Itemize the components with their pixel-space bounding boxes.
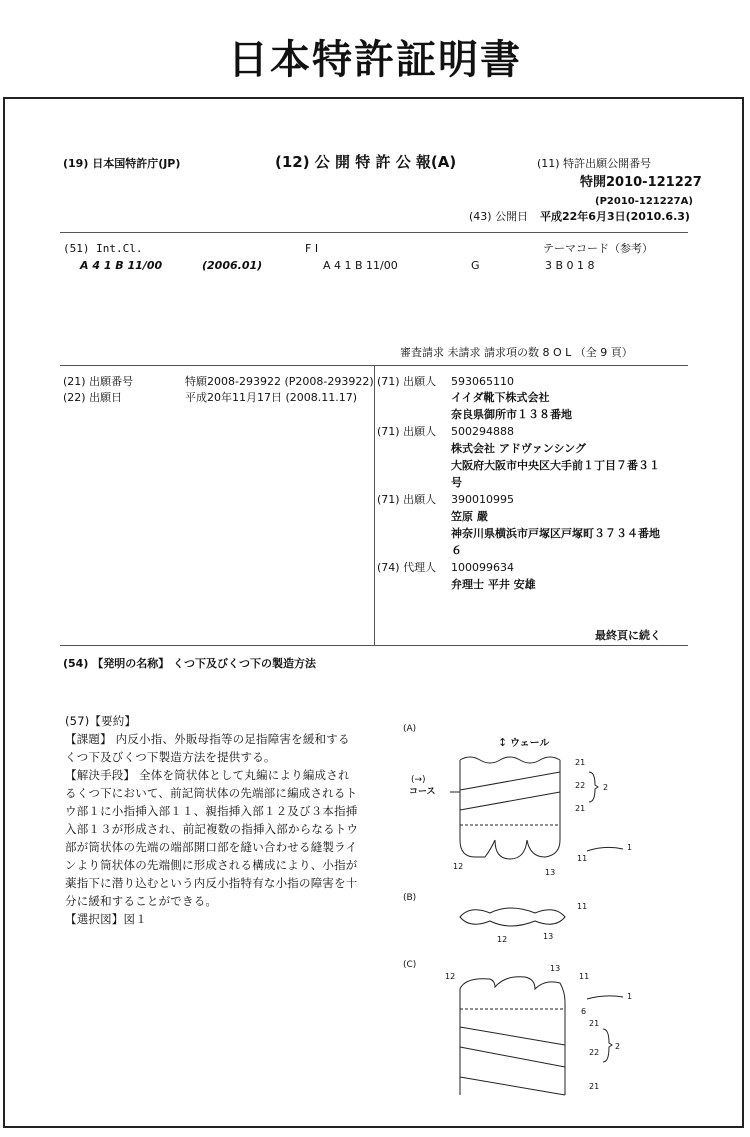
publication-number: 特開2010-121227 <box>580 175 702 190</box>
abstract-line: 薬指下に潜り込むという内反小指特有な小指の障害を十 <box>65 876 358 890</box>
divider <box>60 645 688 646</box>
svg-text:12: 12 <box>445 972 456 981</box>
svg-text:↕: ↕ <box>498 736 508 749</box>
agent-id: 100099634 <box>451 561 514 574</box>
sock-figure <box>395 717 695 1097</box>
party-name: 笠原 嚴 <box>451 510 488 523</box>
svg-text:13: 13 <box>543 932 554 941</box>
svg-text:13: 13 <box>545 868 556 877</box>
figure-b-label: (B) <box>403 893 417 903</box>
pubno-label: (11) 特許出願公開番号 <box>537 157 652 170</box>
svg-text:2: 2 <box>615 1042 621 1051</box>
figure-a-label: (A) <box>403 724 417 734</box>
party-address-cont: 号 <box>451 476 462 489</box>
abstract-line: くつ下及びくつ下製造方法を提供する。 <box>65 750 276 764</box>
invention-title: (54) 【発明の名称】 くつ下及びくつ下の製造方法 <box>63 657 317 670</box>
column-divider <box>374 365 375 645</box>
figure-c-label: (C) <box>403 960 417 970</box>
svg-text:1: 1 <box>627 992 633 1001</box>
publication-kind: (12) 公 開 特 許 公 報(A) <box>275 153 457 171</box>
svg-text:12: 12 <box>497 935 508 944</box>
party-label: (71) 出願人 <box>377 493 437 506</box>
abstract-line: 部が筒状体の先端の端部開口部を縫い合わせる縫製ライ <box>65 840 358 854</box>
abstract-line: 【選択図】図１ <box>65 912 147 926</box>
svg-text:21: 21 <box>589 1082 600 1091</box>
application-number: 特願2008-293922 (P2008-293922) <box>185 375 374 388</box>
party-id: 390010995 <box>451 493 514 506</box>
fi-code: A 4 1 B 11/00 <box>323 259 398 272</box>
svg-text:21: 21 <box>575 758 586 767</box>
publication-number-alt: (P2010-121227A) <box>595 196 693 207</box>
publication-date: 平成22年6月3日(2010.6.3) <box>540 210 690 223</box>
issuing-office: (19) 日本国特許庁(JP) <box>63 157 181 170</box>
patent-document <box>3 97 744 1128</box>
abstract-line: 【課題】 内反小指、外販母指等の足指障害を緩和する <box>65 732 350 746</box>
abstract-line: 入部１３が形成され、前記複数の指挿入部からなるトウ <box>65 822 359 836</box>
party-address: 神奈川県横浜市戸塚区戸塚町３７３４番地 <box>451 527 660 540</box>
svg-text:21: 21 <box>575 804 586 813</box>
fi-suffix: G <box>471 259 480 272</box>
intcl-label: (51) Int.Cl. <box>63 242 143 255</box>
abstract-line: 分に緩和することができる。 <box>65 894 218 908</box>
svg-text:6: 6 <box>581 1007 587 1016</box>
party-label: (71) 出願人 <box>377 425 437 438</box>
wale-label: ウェール <box>510 738 550 749</box>
abstract-line: ウ部１に小指挿入部１１、親指挿入部１２及び３本指挿 <box>65 804 358 818</box>
svg-text:2: 2 <box>603 783 609 792</box>
abstract-line: るくつ下において、前記筒状体の先端部に編成されるト <box>65 786 358 800</box>
examination-status: 審査請求 未請求 請求項の数 8 O L （全 9 頁） <box>400 346 633 359</box>
application-number-label: (21) 出願番号 <box>63 375 134 388</box>
agent-label: (74) 代理人 <box>377 561 437 574</box>
filing-date: 平成20年11月17日 (2008.11.17) <box>185 391 358 404</box>
svg-text:21: 21 <box>589 1019 600 1028</box>
svg-text:22: 22 <box>575 781 586 790</box>
intcl-code: A 4 1 B 11/00 <box>80 259 163 272</box>
filing-date-label: (22) 出願日 <box>63 391 123 404</box>
svg-text:22: 22 <box>589 1048 600 1057</box>
theme-code-label: テーマコード（参考） <box>543 242 653 255</box>
party-name: 株式会社 アドヴァンシング <box>451 442 586 455</box>
party-address-cont: ６ <box>451 544 462 557</box>
party-name: イイダ靴下株式会社 <box>451 391 550 404</box>
svg-text:13: 13 <box>550 964 561 973</box>
party-id: 500294888 <box>451 425 514 438</box>
svg-text:1: 1 <box>627 843 633 852</box>
party-address: 大阪府大阪市中央区大手前１丁目７番３１ <box>451 459 660 472</box>
course-arrow-label: (→) <box>411 775 426 785</box>
agent-name: 弁理士 平井 安雄 <box>451 578 536 591</box>
divider <box>60 232 688 233</box>
svg-text:11: 11 <box>577 854 588 863</box>
theme-code: 3 B 0 1 8 <box>545 259 595 272</box>
continued-note: 最終頁に続く <box>595 629 661 642</box>
fi-label: F I <box>305 242 319 255</box>
course-label: コース <box>409 787 436 797</box>
page-title: 日本特許証明書 <box>228 36 522 83</box>
abstract-line: ンより筒状体の先端側に形成される構成により、小指が <box>65 858 358 872</box>
pubdate-label: (43) 公開日 <box>469 210 529 223</box>
svg-text:12: 12 <box>453 862 464 871</box>
party-label: (71) 出願人 <box>377 375 437 388</box>
intcl-version: (2006.01) <box>202 259 263 272</box>
party-id: 593065110 <box>451 375 514 388</box>
svg-text:11: 11 <box>577 902 588 911</box>
party-address: 奈良県御所市１３８番地 <box>451 408 572 421</box>
svg-text:11: 11 <box>579 972 590 981</box>
abstract-heading: (57)【要約】 <box>65 714 137 728</box>
abstract-line: 【解決手段】 全体を筒状体として丸編により編成され <box>65 768 350 782</box>
